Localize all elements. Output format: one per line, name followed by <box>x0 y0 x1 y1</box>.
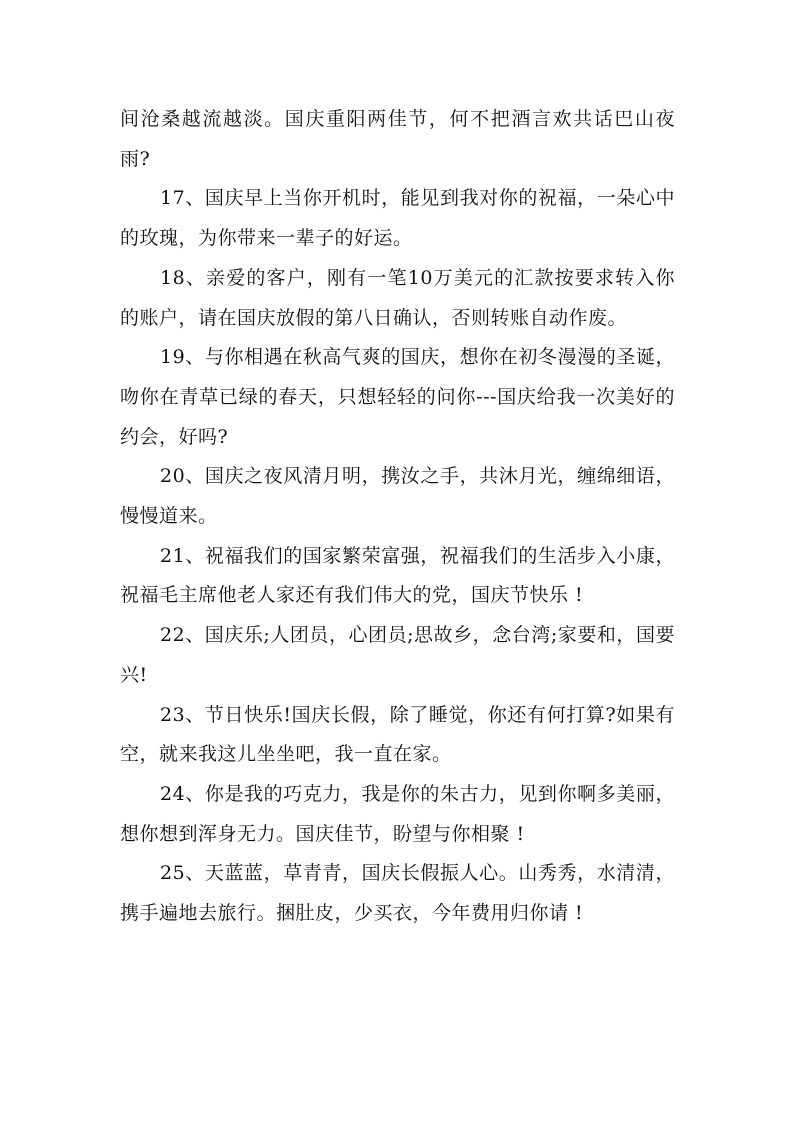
paragraph-18: 18、亲爱的客户，刚有一笔10万美元的汇款按要求转入你的账户，请在国庆放假的第八日确认，否则转账自动作废。 <box>120 266 675 329</box>
paragraph-continuation: 间沧桑越流越淡。国庆重阳两佳节，何不把酒言欢共话巴山夜雨? <box>120 108 675 170</box>
paragraph-22: 22、国庆乐;人团员，心团员;思故乡，念台湾;家要和，国要兴! <box>120 624 675 686</box>
document-body <box>120 100 675 934</box>
paragraph-23: 23、节日快乐!国庆长假，除了睡觉，你还有何打算?如果有空，就来我这儿坐坐吧，我一直在家。 <box>120 703 675 766</box>
paragraph-19: 19、与你相遇在秋高气爽的国庆，想你在初冬漫漫的圣诞，吻你在青草已绿的春天，只想轻轻的问你---国庆给我一次美好的约会，好吗? <box>120 346 675 448</box>
paragraph-25: 25、天蓝蓝，草青青，国庆长假振人心。山秀秀，水清清，携手遍地去旅行。捆肚皮，少买衣，今年费用归你请 ! <box>120 862 675 925</box>
paragraph-17: 17、国庆早上当你开机时，能见到我对你的祝福，一朵心中的玫瑰，为你带来一辈子的好运。 <box>120 187 675 250</box>
paragraph-21: 21、祝福我们的国家繁荣富强，祝福我们的生活步入小康，祝福毛主席他老人家还有我们伟大的党，国庆节快乐 ! <box>120 544 675 607</box>
paragraph-24: 24、你是我的巧克力，我是你的朱古力，见到你啊多美丽，想你想到浑身无力。国庆佳节，盼望与你相聚 ! <box>120 782 675 845</box>
paragraph-20: 20、国庆之夜风清月明，携汝之手，共沐月光，缠绵细语，慢慢道来。 <box>120 465 675 528</box>
